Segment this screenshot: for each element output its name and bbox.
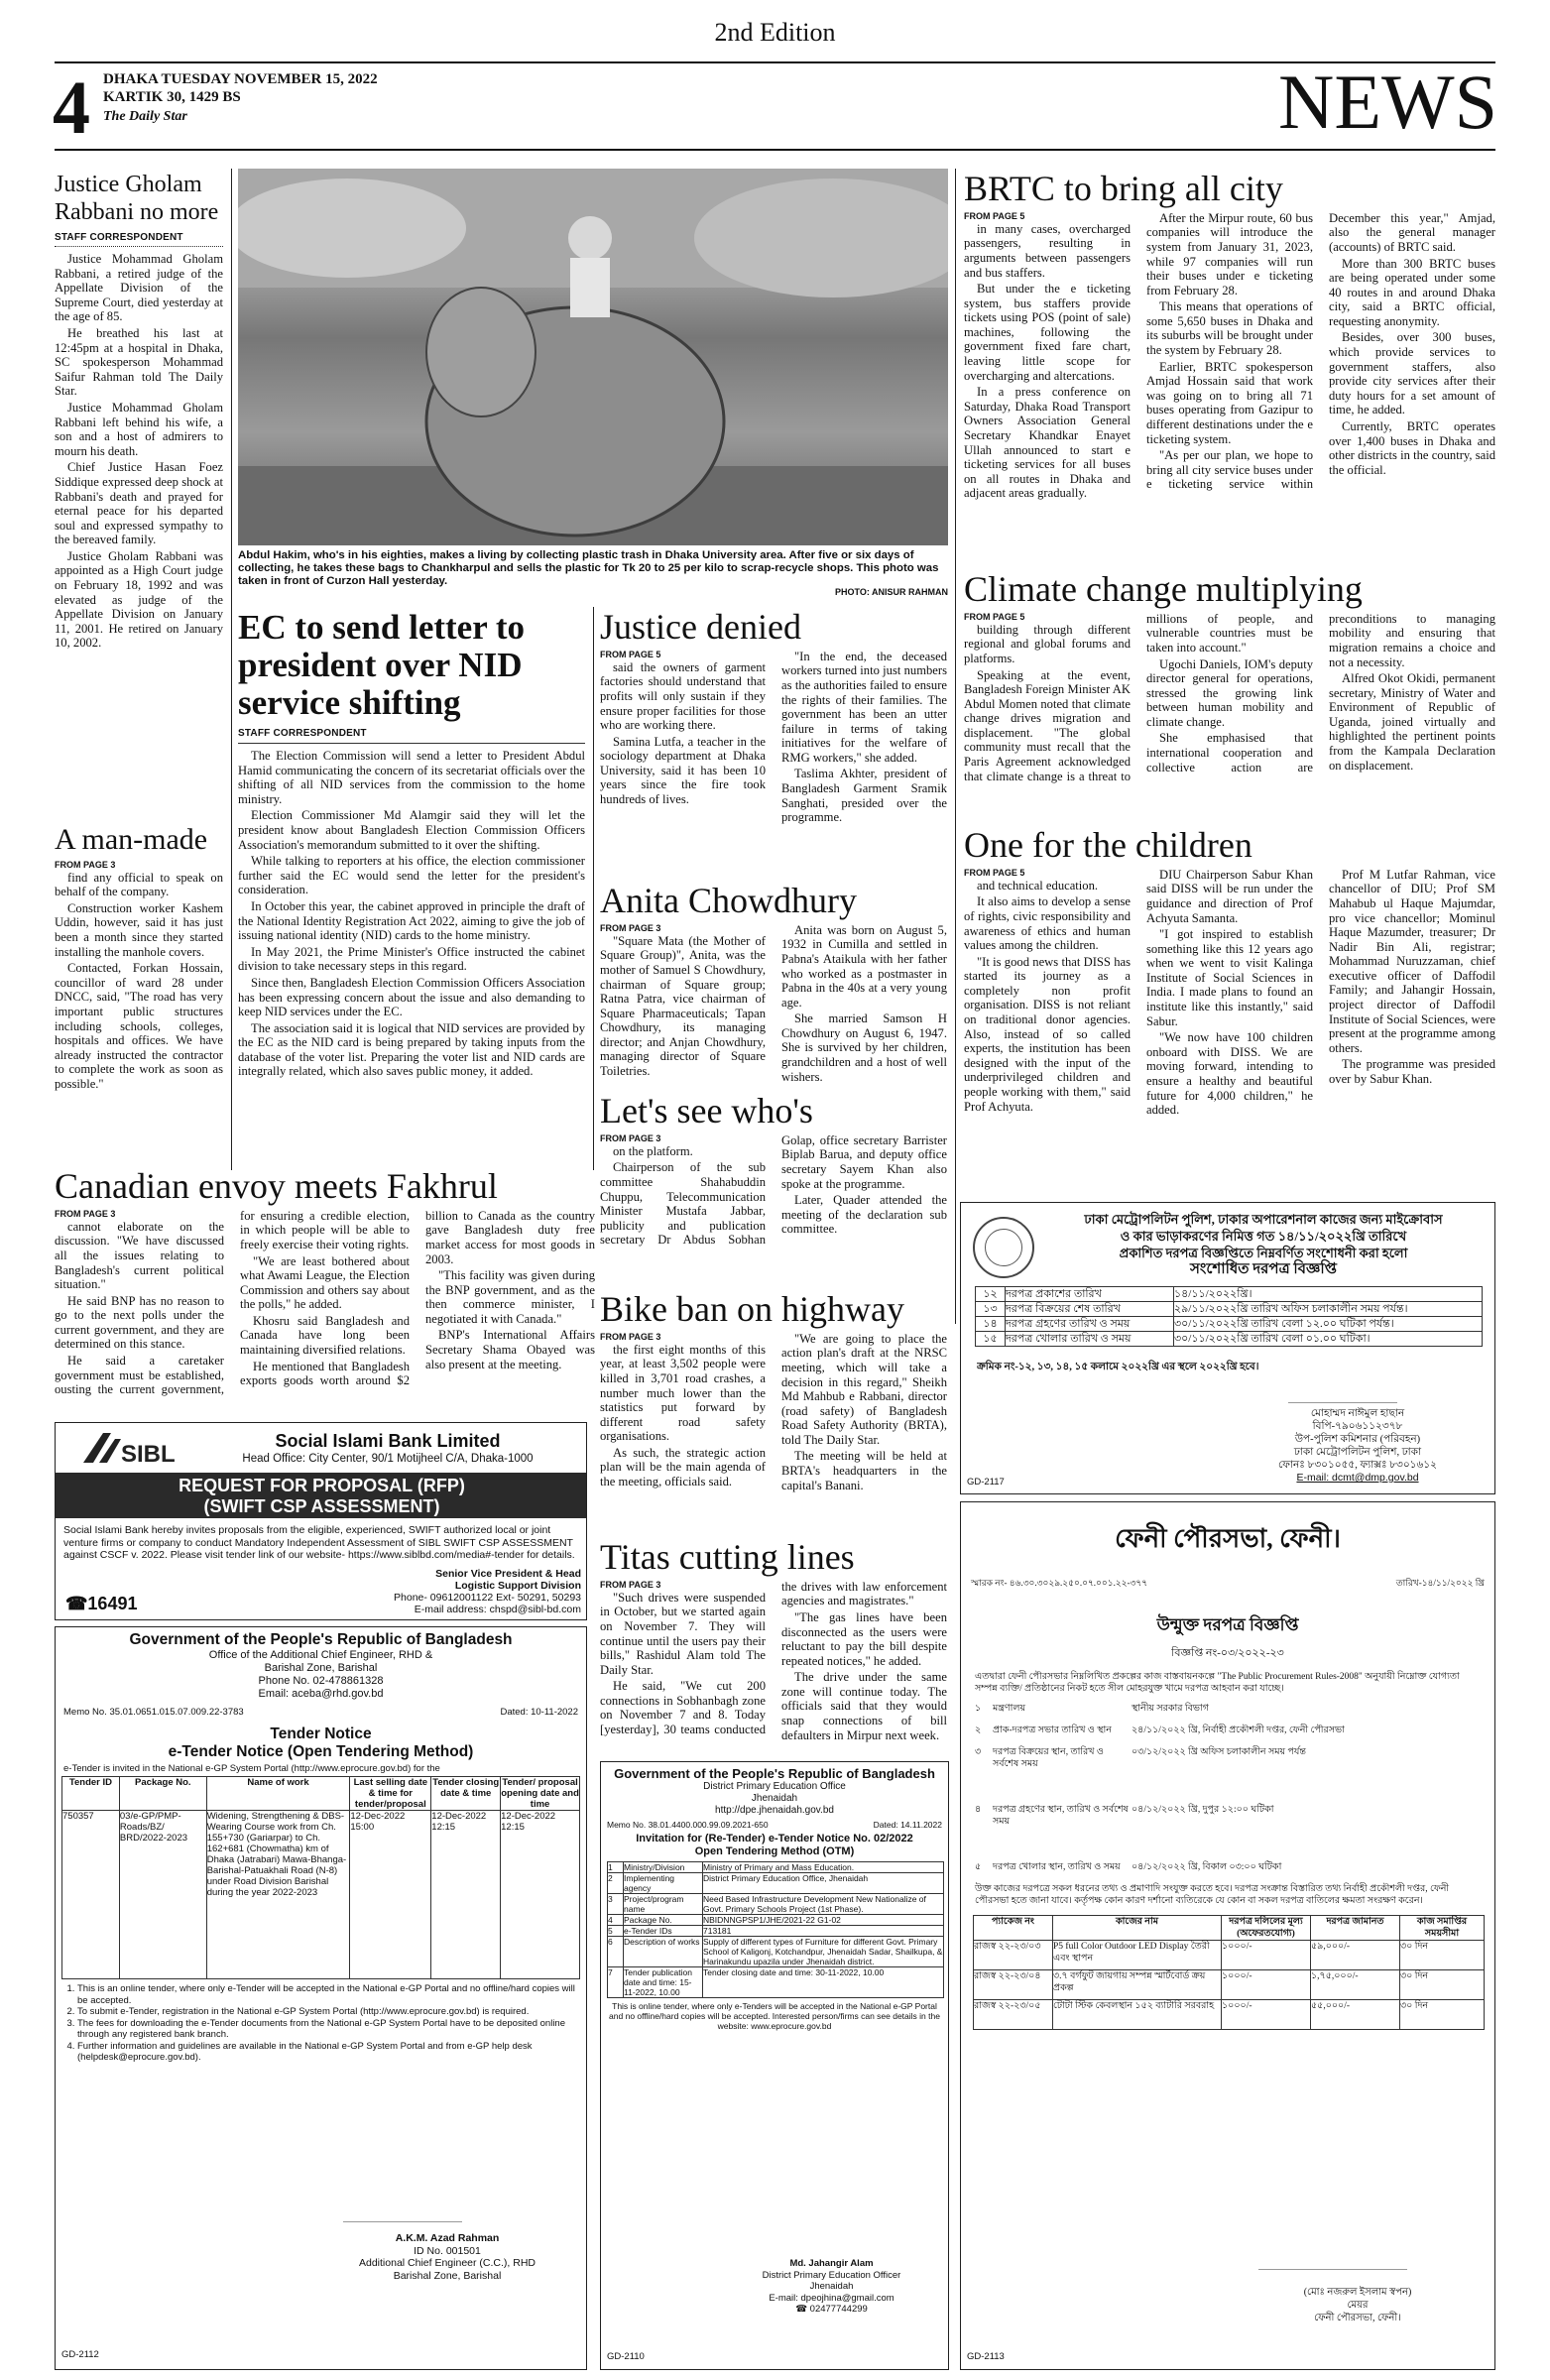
notice-heading: ঢাকা মেট্রোপলিটন পুলিশ, ঢাকার অপারেশনাল কাজের জন্য মাইক্রোবাস ও কার ভাড়াকরণের নিমিত্ত গত ১৪/১১/২০২২খ্রি তারিখে প্রকাশিত দরপত্র বিজ্ঞপ্তিতে নিম্নবর্ণিত সংশোধনী করা হলো সংশোধিত দরপত্র বিজ্ঞপ্তি [1084, 1212, 1443, 1277]
table-row: 5 e-Tender IDs 713181 [608, 1926, 944, 1937]
article-climate [964, 571, 1495, 819]
signature [343, 2193, 462, 2222]
photo-illustration [238, 169, 948, 545]
sibl-logo-icon [63, 1429, 182, 1469]
paragraph: In a press conference on Saturday, Dhaka Road Transport Owners Association General Secretary Khandkar Enayet Ullah announced to start e ticketing services for all buses on all routes in Dhaka and adjacent areas gradually. [964, 385, 1131, 501]
paragraph: building through different regional and global forums and platforms. [964, 622, 1131, 665]
headline: Bike ban on highway [600, 1291, 904, 1329]
ad-code: GD-2112 [61, 2349, 99, 2360]
paragraph: Prof M Lutfar Rahman, vice chancellor of DIU; Prof SM Mahabub ul Haque Majumdar, pro vice chancellor; Mominul Haque Mazumder, treasurer; Dr Nadir Bin Ali, registrar; Mohammad Nuruzzaman, chief executive officer of Daffodil Family; and Jahangir Hossain, project director of Daffodil Institute of Social Sciences, were present at the programme among others. [1329, 867, 1495, 1055]
place: Jhenaidah [751, 1793, 798, 1804]
table-row: 6 Description of works Supply of different types of Furniture for different Govt. Primary School of Kaligonj, Kotchandpur, Jhenaidah Sadar, Shailkupa, & Harinakundu upazila under Jhenaidah district. [608, 1937, 943, 1966]
article-man-made [55, 825, 223, 1162]
paragraph: "In the end, the deceased workers turned into just numbers as the authorities failed to ensure the rights of their families. The government has been an utter failure in terms of taking initiatives for the welfare of RMG workers," she added. [781, 649, 947, 765]
headline: Anita Chowdhury [600, 883, 857, 920]
paragraph: Since then, Bangladesh Election Commission Officers Association has been expressing concern about the issue and also demanding to keep NID services under the EC. [238, 975, 585, 1019]
tender-table: Tender ID Package No. Name of work Last selling date & time for tender/proposal Tender closing date & time Tender/ proposal opening date and time 750357 03/e-GP/PMP-Roads/BZ/ BRD/2022-2023 Widening, Strengthening & DBS-Wearing Course work from Ch. 155+730 (Gariarpar) to Ch. 162+681 (Chowmatha) km of Dhaka (Jatrabari) Mawa-Bhanga-Barishal-Patuakhali Road (N-8) under Road Division Barishal during the year 2022-2023 12-Dec-2022 15:00 12-Dec-2022 12:15 12-Dec-2022 12:15 [61, 1776, 580, 1979]
dateline: DHAKA TUESDAY NOVEMBER 15, 2022 [103, 71, 378, 87]
tender-table [607, 1861, 944, 1998]
paragraph: "Such drives were suspended in October, but we started again on November 7. They will continue until the users pay their bills," Rashidul Alam told The Daily Star. [600, 1590, 766, 1677]
notice-subtitle: Open Tendering Method (OTM) [694, 1845, 855, 1857]
paragraph: The Election Commission will send a letter to President Abdul Hamid communicating the concern of its secretariat officials over the shifting of all NID services from the commission to the home ministry. [238, 749, 585, 806]
paragraph: Currently, BRTC operates over 1,400 buses in Dhaka and other districts in the country, said the official. [1329, 419, 1495, 477]
notice-title: উন্মুক্ত দরপত্র বিজ্ঞপ্তি [1156, 1615, 1299, 1634]
list-item: ২ প্রাক-দরপত্র সভার তারিখ ও স্থান ২৪/১১/২০২২ খ্রি, নির্বাহী প্রকৌশলী দপ্তর, ফেনী পৌরসভা [975, 1726, 1345, 1735]
paragraph: Justice Mohammad Gholam Rabbani, a retired judge of the Appellate Division of the Supreme Court, died yesterday at the age of 85. [55, 252, 223, 324]
table-row: 4 Package No. NBIDNNGPSP1/JHE/2021-22 G1-02 [608, 1915, 944, 1926]
from-page: FROM PAGE 3 [600, 1132, 661, 1143]
table-row: রাজস্ব ২২-২৩/০৪ ৩.৭ বর্গফুট জায়গায় সম্পন্ন স্মার্টবোর্ড ক্রয় প্রকল্প ১০০০/- ১,৭৫,০০০/- ৩০ দিন [974, 1970, 1485, 2000]
paragraph: DIU Chairperson Sabur Khan said DISS will be run under the guidance and direction of Prof Achyuta Samanta. [1146, 867, 1313, 925]
headline: BRTC to bring all city [964, 171, 1283, 208]
memo: স্মারক নং- ৪৬.৩০.৩০২৯.২৫০.০৭.০০১.২২-৩৭৭ [971, 1578, 1148, 1588]
paragraph: Besides, over 300 buses, which provide services to government staffers, also provide city services after their duty hours for a set amount of time, he added. [1329, 330, 1495, 417]
table-row: 2 Implementing agency District Primary Education Office, Jhenaidah [608, 1873, 944, 1894]
feni-notice-ad [960, 1501, 1495, 2370]
signatory: A.K.M. Azad Rahman ID No. 001501 Additional Chief Engineer (C.C.), RHD Barishal Zone, Barishal [359, 2232, 536, 2282]
note: ক্রমিক নং-১২, ১৩, ১৪, ১৫ কলামে ২০২২খ্রি এর স্থলে ২০২২খ্রি হবে। [977, 1362, 1259, 1372]
paragraph: "The gas lines have been disconnected as the users were reluctant to pay the bill despite repeated notices," he added. [781, 1609, 947, 1668]
page-number: 4 [53, 67, 90, 149]
gov-title: Government of the People's Republic of Bangladesh [129, 1631, 513, 1648]
gov-title: Government of the People's Republic of Bangladesh [614, 1766, 935, 1781]
article-gholam-rabbani [55, 171, 223, 825]
signatory: মোহাম্মদ নাঈমুল হাছান বিপি-৭৯০৬১১২৩৭৮ উপ-পুলিশ কমিশনার (পরিবহন) ঢাকা মেট্রোপলিটন পুলিশ, ঢাকা ফোনঃ ৮৩০১০৫৫, ফ্যাক্সঃ ৮৩০১৬১২ E-mail: dcmt@dmp.gov.bd [1278, 1408, 1437, 1484]
invite: e-Tender is invited in the National e-GP System Portal (http://www.eprocure.gov.bd) for the [63, 1763, 440, 1774]
email: Email: aceba@rhd.gov.bd [258, 1688, 384, 1700]
paragraph: It also aims to develop a sense of rights, civic responsibility and awareness of ethics and human values among the children. [964, 894, 1131, 953]
from-page: FROM PAGE 5 [964, 210, 1025, 221]
paragraph: "This facility was given during the BNP government, and as the then commerce minister, I negotiated it with Canada." [425, 1268, 595, 1326]
rules: উক্ত কাজের দরপত্রে সকল ধরনের তথ্য ও প্রমাণাদি সংযুক্ত করতে হবে। দরপত্র সংক্রান্ত বিস্তারিত তথ্য নির্বাহী প্রকৌশলী দপ্তর, ফেনী পৌরসভা হতে জানা যাবে। কর্তৃপক্ষ কোন কারণ দর্শানো ব্যতিরেকে যে কোন বা সকল দরপত্র বাতিলের ক্ষমতা সংরক্ষণ করেন। [975, 1884, 1450, 1906]
paragraph: Speaking at the event, Bangladesh Foreign Minister AK Abdul Momen noted that climate change drives migration and displacement. "The global community must recall that the Paris Agreement acknowledged that climate change is a threat to millions of people, and vulnerable countries must be taken into account." [964, 611, 1313, 783]
headline: Justice denied [600, 609, 801, 647]
paragraph: In May 2021, the Prime Minister's Office instructed the cabinet division to take necessary steps in this regard. [238, 944, 585, 974]
notice-title: Tender Notice [270, 1726, 372, 1742]
headline: Canadian envoy meets Fakhrul [55, 1168, 498, 1206]
headline: Titas cutting lines [600, 1539, 855, 1577]
table-row: রাজস্ব ২২-২৩/০৩ P5 full Color Outdoor LED Display তৈরী এবং স্থাপন ১০০০/- ৫৯,০০০/- ৩০ দিন [974, 1941, 1485, 1970]
news-photo [238, 169, 948, 545]
paragraph: and technical education. [977, 878, 1099, 892]
notice-org: ফেনী পৌরসভা, ফেনী। [1115, 1524, 1341, 1553]
note: This is online tender, where only e-Tenders will be accepted in the National e-GP Portal and no offline/hard copies will be accepted. Interested person/firms can see details in the website: www.eprocure.gov.bd [609, 2001, 940, 2031]
paragraph: cannot elaborate on the discussion. "We have discussed all the issues relating to Bangladesh's current political situation." [55, 1219, 224, 1292]
paragraph: "As per our plan, we hope to bring all city service buses under e ticketing service within December this year," Amjad, also the general manager (accounts) of BRTC said. [1146, 210, 1495, 492]
paragraph: Chief Justice Hasan Foez Siddique expressed deep shock at Rabbani's death and prayed for eternal peace for his departed soul and expressed sympathy to the bereaved family. [55, 460, 223, 547]
sibl-ad [55, 1422, 587, 1620]
table-row: রাজস্ব ২২-২৩/০৫ টোটা স্টিক কেবলস্থান ১৫২ ব্যাটারি সরবরাহ ১০০০/- ৫৫,০০০/- ৩০ দিন [974, 2000, 1485, 2030]
section-title: NEWS [1278, 59, 1497, 145]
paragraph: Taslima Akhter, president of Bangladesh Garment Sramik Sanghati, presided over the programme. [781, 767, 947, 825]
table-row: 1 Ministry/Division Ministry of Primary and Mass Education. [608, 1862, 944, 1873]
article-brtc [964, 171, 1495, 575]
list-item: ৫ দরপত্র খোলার স্থান, তারিখ ও সময় ০৪/১২/২০২২ খ্রি, বিকাল ০৩:০০ ঘটিকা [975, 1862, 1282, 1872]
from-page: FROM PAGE 5 [964, 867, 1025, 878]
table-row: ১২ দরপত্র প্রকাশের তারিখ ১৪/১১/২০২২খ্রি। [976, 1287, 1483, 1302]
paragraph: She emphasised that international cooperation and collective action are preconditions to managing mobility and ensuring that migration remains a choice and not a necessity. [1146, 611, 1495, 774]
paragraph: "We are least bothered about what Awami League, the Election Commission and others say about the polls," he added. [240, 1253, 410, 1312]
paragraph: on the platform. [613, 1143, 693, 1158]
paragraph: "I got inspired to establish something like this 12 years ago when we went to visit Kalinga Institute of Social Sciences in India. I made plans to found an institute like this instantly," said Sabur. [1146, 927, 1313, 1028]
notice-subtitle: e-Tender Notice (Open Tendering Method) [168, 1743, 474, 1760]
photo-caption: Abdul Hakim, who's in his eighties, makes a living by collecting plastic trash in Dhaka University area. After five or six days of collecting, he takes these bags to Chankharpul and sells the plastic for Tk 20 to 25 per kilo to scrap-recycle shops. This photo was taken in front of Curzon Hall yesterday. [238, 549, 939, 587]
paragraph: He breathed his last at 12:45pm at a hospital in Dhaka, SC spokesperson Mohammad Saifur Rahman told The Daily Star. [55, 325, 223, 399]
paragraph: This means that operations of some 5,650 buses in Dhaka and its suburbs will be brought under the system by February 28. [1146, 299, 1313, 358]
notice-no: বিজ্ঞপ্তি নং-০৩/২০২২-২৩ [1171, 1647, 1284, 1659]
paragraph: He mentioned that Bangladesh exports goods worth around $2 billion to Canada as the country gave Bangladesh duty free market access for most goods in 2003. [240, 1208, 595, 1388]
headline: One for the children [964, 827, 1252, 865]
paragraph: Samina Lutfa, a teacher in the sociology department at Dhaka University, said it has been 10 years since the fire took hundreds of lives. [600, 734, 766, 807]
hotline: ☎16491 [65, 1594, 138, 1613]
rfp-banner: REQUEST FOR PROPOSAL (RFP) (SWIFT CSP ASSESSMENT) [56, 1473, 587, 1518]
article-justice-denied [600, 609, 947, 877]
photo-credit: PHOTO: ANISUR RAHMAN [835, 587, 948, 597]
paragraph: As such, the strategic action plan will be the main agenda of the meeting, officials said. [600, 1445, 766, 1489]
from-page: FROM PAGE 3 [55, 1208, 116, 1219]
paragraph: Ugochi Daniels, IOM's deputy director general for operations, stressed the growing link between human mobility and climate change. [1146, 656, 1313, 729]
list-item: ৪ দরপত্র গ্রহণের স্থান, তারিখ ও সর্বশেষ সময় ০৪/১২/২০২২ খ্রি, দুপুর ১২:০০ ঘটিকা [975, 1805, 1274, 1827]
paragraph: "We are going to place the action plan's draft at the NRSC meeting, which will take a decision in this regard," Sheikh Md Mahbub e Rabbani, director (road safety) of Bangladesh Road Safety Authority (BRTA), told The Daily Star. [781, 1331, 947, 1447]
table-row: ১৩ দরপত্র বিক্রয়ের শেষ তারিখ ২৯/১১/২০২২খ্রি তারিখ অফিস চলাকালীন সময় পর্যন্ত। [976, 1302, 1483, 1317]
ad-code: GD-2113 [967, 2351, 1005, 2362]
dated: Dated: 10-11-2022 [500, 1707, 578, 1718]
website: http://dpe.jhenaidah.gov.bd [715, 1805, 834, 1816]
article-anita-chowdhury [600, 883, 947, 1093]
list-item: ১ মন্ত্রণালয় স্থানীয় সরকার বিভাগ [975, 1704, 1209, 1714]
dmp-emblem-icon [973, 1217, 1034, 1278]
tender-notes: 1. This is an online tender, where only e-Tender will be accepted in the National e-GP Portal and no offline/hard copies will be accepted. 2. To submit e-Tender, registration in the National e-GP System Portal (http://www.eprocure.gov.bd) is required. 3. The fees for downloading the e-Tender documents from the National e-GP System Portal have to be deposited online through any registered bank branch. 4. Further information and guidelines are available in the National e-GP System Portal and from e-GP help desk (helpdesk@eprocure.gov.bd). [77, 1983, 576, 2064]
svg-text:SIBL: SIBL [121, 1441, 176, 1468]
paragraph: Alfred Okot Okidi, permanent secretary, Ministry of Water and Environment of Republic of Uganda, joined virtually and highlighted the pertinent points from the Kampala Declaration on displacement. [1329, 671, 1495, 773]
paragraph: the first eight months of this year, at least 3,502 people were killed in 3,701 road crashes, a number much lower than the statistics put forward by different road safety organisations. [600, 1342, 766, 1444]
paragraph: In October this year, the cabinet approved in principle the draft of the National Identity Registration Act 2022, aiming to give the job of issuing national identity (NID) cards to the home ministry. [238, 898, 585, 943]
ad-code: GD-2110 [607, 2351, 645, 2362]
from-page: FROM PAGE 5 [964, 611, 1025, 622]
article-lets-see [600, 1093, 947, 1291]
paragraph: But under the e ticketing system, bus staffers provide tickets using POS (point of sale) machines, following the government fixed fare chart, leaving little scope for overcharging and altercations. [964, 282, 1131, 383]
paragraph: He said, "We cut 200 connections in Sobhanbagh zone on November 7 and 8. Today [yesterday], 30 teams conducted the drives with law enforcement agencies and magistrates." [600, 1579, 947, 1737]
paragraph: Justice Mohammad Gholam Rabbani left behind his wife, a son and a host of admirers to mourn his death. [55, 400, 223, 458]
article-bike-ban [600, 1291, 947, 1537]
signatory: Md. Jahangir Alam District Primary Education Officer Jhenaidah E-mail: dpeojhina@gmail.com ☎ 02477744299 [762, 2258, 901, 2315]
memo: Memo No. 35.01.0651.015.07.009.22-3783 [63, 1707, 244, 1718]
paragraph: The association said it is logical that NID services are provided by the EC as the NID card is being prepared by taking inputs from the database of the voter list. Preparing the voter list and NID cards are integrally related, which also saves public money, it added. [238, 1020, 585, 1079]
paragraph: While talking to reporters at his office, the election commissioner further said the EC would send the letter for the president's consideration. [238, 854, 585, 897]
amendment-table [975, 1286, 1483, 1347]
bank-name: Social Islami Bank Limited [275, 1431, 501, 1451]
table-row: 3 Project/program name Need Based Infrastructure Development New Nationalize of Govt. Primary Schools Project (1st Phase). [608, 1894, 944, 1915]
paragraph: Khosru said Bangladesh and Canada have long been maintaining diversified relations. [240, 1313, 410, 1358]
paragraph: Anita was born on August 5, 1932 in Cumilla and settled in Pabna's Ataikula with her father who worked as a postmaster in Pabna in the 40s at a very young age. [781, 922, 947, 1010]
bank-office: Head Office: City Center, 90/1 Motijheel C/A, Dhaka-1000 [242, 1453, 534, 1465]
paragraph: Justice Gholam Rabbani was appointed as a High Court judge on February 18, 1992 and was elevated as judge of the Appellate Division on January 11, 2001. He retired on January 10, 2002. [55, 548, 223, 651]
package-table: প্যাকেজ নং কাজের নাম দরপত্র দলিলের মূল্য (অফেরতযোগ্য) দরপত্র জামানত কাজ সমাপ্তির সময়সীমা রাজস্ব ২২-২৩/০৩ P5 full Color Outdoor LED Display তৈরী এবং স্থাপন ১০০০/- ৫৯,০০০/- ৩০ দিন রাজস্ব ২২-২৩/০৪ ৩.৭ বর্গফুট জায়গায় সম্পন্ন স্মার্টবোর্ড ক্রয় প্রকল্প ১০০০/- ১,৭৫,০০০/- ৩০ দিন রাজস্ব ২২-২৩/০৫ টোটা স্টিক কেবলস্থান ১৫২ ব্যাটারি সরবরাহ ১০০০/- ৫৫,০০০/- ৩০ দিন [973, 1915, 1485, 2030]
headline: A man-made [55, 825, 208, 856]
paragraph: Later, Quader attended the meeting of the declaration sub committee. [781, 1193, 947, 1237]
paragraph: Construction worker Kashem Uddin, however, said it has just been a month since they started installing the manhole covers. [55, 900, 223, 959]
paragraph: "Square Mata (the Mother of Square Group)", Anita, was the mother of Samuel S Chowdhury, chairman of Square group; Ratna Patra, vice chairman of Square Pharmaceuticals; Tapan Chowdhury, its managing director; and Anjan Chowdhury, managing director of Square Toiletries. [600, 933, 766, 1079]
paragraph: He said a caretaker government must be established, ousting the current government, for ensuring a credible election, in which people will be able to freely exercise their voting rights. [55, 1208, 410, 1397]
signature [1288, 1381, 1397, 1403]
article-children [964, 827, 1495, 1196]
office: Office of the Additional Chief Engineer, RHD & [208, 1649, 433, 1661]
headline: EC to send letter to president over NID service shifting [238, 609, 526, 722]
paragraph: He said BNP has no reason to go to the next polls under the current government, and they are determined on this stance. [55, 1293, 224, 1352]
byline: STAFF CORRESPONDENT [238, 728, 585, 744]
edition-label: 2nd Edition [714, 18, 836, 47]
rfp-signatory: Senior Vice President & Head Logistic Support Division Phone- 09612001122 Ext- 50291, 50293 E-mail address: chspd@sibl-bd.com [394, 1568, 581, 1615]
bangla-date: KARTIK 30, 1429 BS [103, 89, 241, 105]
table-row: ১৫ দরপত্র খোলার তারিখ ও সময় ৩০/১১/২০২২খ্রি তারিখ বেলা ০১.০০ ঘটিকা। [976, 1332, 1483, 1347]
jhenaidah-tender-ad [600, 1761, 949, 2370]
from-page: FROM PAGE 3 [55, 859, 116, 870]
table-row: 7 Tender publication date and time: 15-11-2022, 10.00 Tender closing date and time: 30-11-2022, 10.00 [608, 1967, 944, 1998]
paragraph: She married Samson H Chowdhury on August 6, 1947. She is survived by her children, grandchildren and a host of well wishers. [781, 1012, 947, 1084]
table-row: ১৪ দরপত্র গ্রহণের তারিখ ও সময় ৩০/১১/২০২২খ্রি তারিখ বেলা ১২.০০ ঘটিকা পর্যন্ত। [976, 1317, 1483, 1332]
notice-title: Invitation for (Re-Tender) e-Tender Notice No. 02/2022 [636, 1833, 913, 1844]
rfp-body: Social Islami Bank hereby invites proposals from the eligible, experienced, SWIFT authorized local or joint venture firms or company to conduct Mandatory Independent Assessment of SIBL SWIFT CSP ASSESSMENT against CSCF v. 2022. Please visit tender link of our website- https://www.siblbd.com/media#-tender for details. [63, 1524, 575, 1561]
article-titas [600, 1539, 947, 1753]
ad-code: GD-2117 [967, 1477, 1005, 1488]
byline: STAFF CORRESPONDENT [55, 232, 223, 247]
paragraph: Contacted, Forkan Hossain, councillor of ward 28 under DNCC, said, "The road has very important public structures including schools, colleges, hospitals and offices. We have already instructed the contractor to complete the work as soon as possible." [55, 961, 223, 1091]
paragraph: "We now have 100 children onboard with DISS. We are moving forward, intending to ensure a healthy and beautiful future for 4,000 children," he added. [1146, 1030, 1313, 1118]
article-canadian-envoy [55, 1168, 595, 1416]
headline: Justice Gholam Rabbani no more [55, 172, 219, 225]
intro: এতদ্বারা ফেনী পৌরসভার নিম্নলিখিত প্রকল্পের কাজ বাস্তবায়নকল্পে "The Public Procurement Rules-2008" অনুযায়ী নিম্নোক্ত যোগ্যতা সম্পন্ন ব্যক্তি/ প্রতিষ্ঠানের নিকট হতে সীল মোহরযুক্ত খামে দরপত্র আহবান করা যাচ্ছে। [975, 1672, 1460, 1694]
office: District Primary Education Office [703, 1781, 846, 1792]
zone: Barishal Zone, Barishal [264, 1662, 378, 1674]
list-item: ৩ দরপত্র বিক্রয়ের স্থান, তারিখ ও সর্বশেষ সময় ০৩/১২/২০২২ খ্রি অফিস চলাকালীন সময় পর্যন্ত [975, 1747, 1306, 1769]
paragraph: The meeting will be held at BRTA's headquarters in the capital's Banani. [781, 1449, 947, 1492]
paragraph: Chairperson of the sub committee Shahabuddin Chuppu, Telecommunication Minister Mustafa Jabbar, publicity and publication secretary Dr Abdus Sobhan Golap, office secretary Barrister Biplab Barua, and deputy office secretary Sayem Khan also spoke at the programme. [600, 1132, 947, 1248]
paragraph: "It is good news that DISS has started its journey as a completely non profit organisation. DISS is not reliant on traditional donor agencies. Also, instead of so called experts, the institution has been designed with the input of the underprivileged children and people working with them," said Prof Achyuta. [964, 954, 1131, 1114]
signature [1258, 2236, 1407, 2270]
from-page: FROM PAGE 3 [600, 922, 661, 933]
signatory: (মোঃ নজরুল ইসলাম স্বপন) মেয়র ফেনী পৌরসভা, ফেনী। [1303, 2287, 1412, 2323]
from-page: FROM PAGE 3 [600, 1579, 661, 1590]
paragraph: said the owners of garment factories should understand that profits will only sustain if they ensure proper facilities for those who are working there. [600, 659, 766, 733]
paragraph: Earlier, BRTC spokesperson Amjad Hossain said that work was going on to bring all 71 buses operating from Gazipur to different destinations under the e ticketing system. [1146, 359, 1313, 446]
details-list [975, 1703, 1481, 1873]
paragraph: The drive under the same zone will continue today. The officials said that they would snap connections of bill defaulters in Mirpur next week. [781, 1670, 947, 1742]
paragraph: After the Mirpur route, 60 bus companies will introduce the system from January 31, 2023, while 97 companies will run their buses under e ticketing from February 28. [1146, 210, 1313, 298]
paragraph: Election Commissioner Md Alamgir said they will let the president know about Bangladesh Election Commission Officers Association's memorandum submitted to it over the shifting. [238, 808, 585, 852]
paper-logo: The Daily Star [103, 109, 187, 124]
paragraph: BNP's International Affairs Secretary Shama Obayed was also present at the meeting. [425, 1328, 595, 1371]
rhd-tender-ad [55, 1626, 587, 2370]
paragraph: in many cases, overcharged passengers, resulting in arguments between passengers and bus staffers. [964, 221, 1131, 280]
dated: Dated: 14.11.2022 [873, 1820, 942, 1830]
from-page: FROM PAGE 5 [600, 649, 661, 659]
paragraph: find any official to speak on behalf of the company. [55, 870, 223, 899]
headline: Let's see who's [600, 1093, 813, 1130]
phone: Phone No. 02-478861328 [258, 1675, 384, 1687]
paragraph: The programme was presided over by Sabur Khan. [1329, 1057, 1495, 1087]
dmp-notice-ad [960, 1202, 1495, 1494]
date: তারিখ-১৪/১১/২০২২ খ্রি [1395, 1578, 1485, 1588]
headline: Climate change multiplying [964, 571, 1363, 609]
memo: Memo No. 38.01.4400.000.99.09.2021-650 [607, 1820, 769, 1830]
article-ec-letter [238, 609, 585, 1164]
paragraph: More than 300 BRTC buses are being operated under some 40 routes in and around Dhaka city, said a BRTC official, requesting anonymity. [1329, 256, 1495, 328]
from-page: FROM PAGE 3 [600, 1331, 661, 1342]
